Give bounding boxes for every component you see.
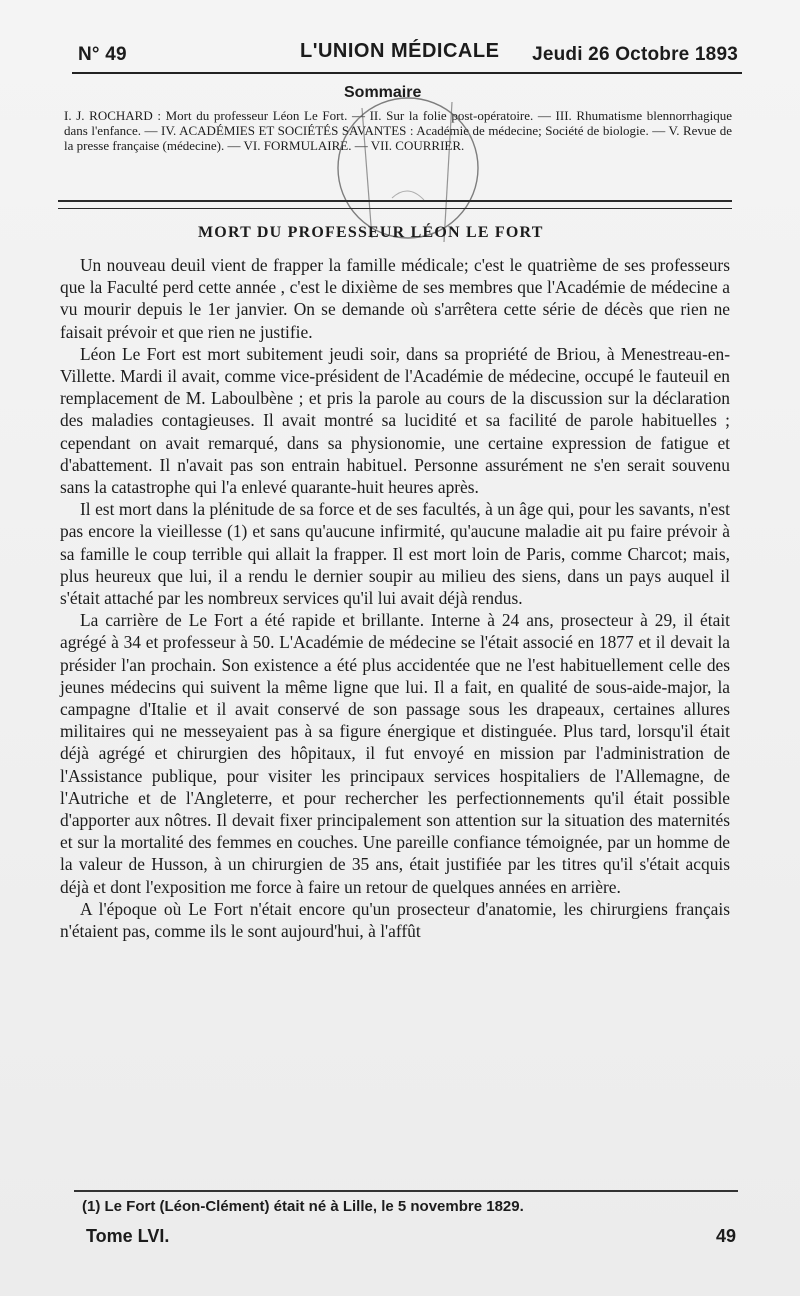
summary-text: I. J. ROCHARD : Mort du professeur Léon Le Fort. — II. Sur la folie post-opératoire. — III. Rhumatisme blennorrhagique dans l'enfance. — IV. ACADÉMIES ET SOCIÉTÉS SAVANTES : Académie de médecine; Société de biologie. — V. Revue de la presse française (médecine). — VI. FORMULAIRE. — VII. COURRIER. bbox=[64, 108, 732, 153]
paragraph: Un nouveau deuil vient de frapper la famille médicale; c'est le quatrième de ses professeurs que la Faculté perd cette année , c'est le dixième de ses membres que l'Académie de médecine a vu mourir depuis le 1er janvier. On se demande où s'arrêtera cette série de décès que rien ne faisait prévoir et que rien ne justifie. bbox=[60, 255, 730, 342]
article-title: MORT DU PROFESSEUR LÉON LE FORT bbox=[198, 224, 544, 241]
section-rule bbox=[58, 200, 732, 209]
footnote: (1) Le Fort (Léon-Clément) était né à Lille, le 5 novembre 1829. bbox=[82, 1198, 524, 1215]
header-rule bbox=[72, 72, 742, 74]
paragraph: Il est mort dans la plénitude de sa force et de ses facultés, à un âge qui, pour les savants, n'est pas encore la vieillesse (1) et sans qu'aucune infirmité, qu'aucune maladie ait pu faire prévoir à sa famille le coup terrible qui allait la frapper. Il est mort loin de Paris, comme Charcot; mais, plus heureux que lui, il a rendu le dernier soupir au milieu des siens, dans un pays auquel il s'était attaché par les nombreux services qu'il lui avait déjà rendus. bbox=[60, 499, 730, 609]
paragraph: Léon Le Fort est mort subitement jeudi soir, dans sa propriété de Briou, à Menestreau-en-Villette. Mardi il avait, comme vice-président de l'Académie de médecine, occupé le fauteuil en remplacement de M. Laboulbène ; et pris la parole au cours de la discussion sur la déclaration des maladies contagieuses. Il avait montré sa lucidité et sa facilité de parole habituelles ; cependant on avait remarqué, dans sa physionomie, une certaine expression de fatigue et d'abattement. Il n'avait pas son entrain habituel. Personne assurément ne s'en serait souvenu sans la catastrophe qui l'a enlevé quarante-huit heures après. bbox=[60, 343, 730, 498]
page-header bbox=[78, 34, 738, 74]
issue-date: Jeudi 26 Octobre 1893 bbox=[532, 44, 738, 65]
page-number: 49 bbox=[715, 1226, 736, 1246]
issue-number: N° 49 bbox=[78, 44, 127, 65]
summary-title: Sommaire bbox=[344, 84, 422, 101]
paragraph: A l'époque où Le Fort n'était encore qu'un prosecteur d'anatomie, les chirurgiens français n'étaient pas, comme ils le sont aujourd'hui, à l'affût bbox=[60, 898, 730, 942]
article-body bbox=[60, 254, 730, 942]
journal-title: L'UNION MÉDICALE bbox=[300, 40, 500, 62]
footnote-rule bbox=[74, 1190, 738, 1192]
volume-label: Tome LVI. bbox=[86, 1226, 170, 1246]
paragraph: La carrière de Le Fort a été rapide et brillante. Interne à 24 ans, prosecteur à 29, il était agrégé à 34 et professeur à 50. L'Académie de médecine se l'était associé en 1877 et il devait la présider l'an prochain. Son existence a été plus accidentée que ne l'est habituellement celle des jeunes médecins qui suivent la même ligne que lui. Il a fait, en qualité de sous-aide-major, la campagne d'Italie et il avait conservé de son passage sous les drapeaux, certaines allures militaires qui ne messeyaient pas à sa figure énergique et distinguée. Plus tard, lorsqu'il était déjà agrégé et chirurgien des hôpitaux, il fut envoyé en mission par l'administration de l'Assistance publique, pour visiter les principaux services hospitaliers de l'Allemagne, de l'Autriche et de l'Angleterre, et pour rechercher les perfectionnements qu'il était possible d'apporter aux nôtres. Il devait fixer principalement son attention sur la situation des maternités et sur la mortalité des femmes en couches. Une pareille confiance témoignée, par un homme de la valeur de Husson, à un chirurgien de 35 ans, était justifiée par les titres qu'il s'était acquis déjà et dont l'exposition me force à faire un retour de quelques années en arrière. bbox=[60, 610, 730, 897]
